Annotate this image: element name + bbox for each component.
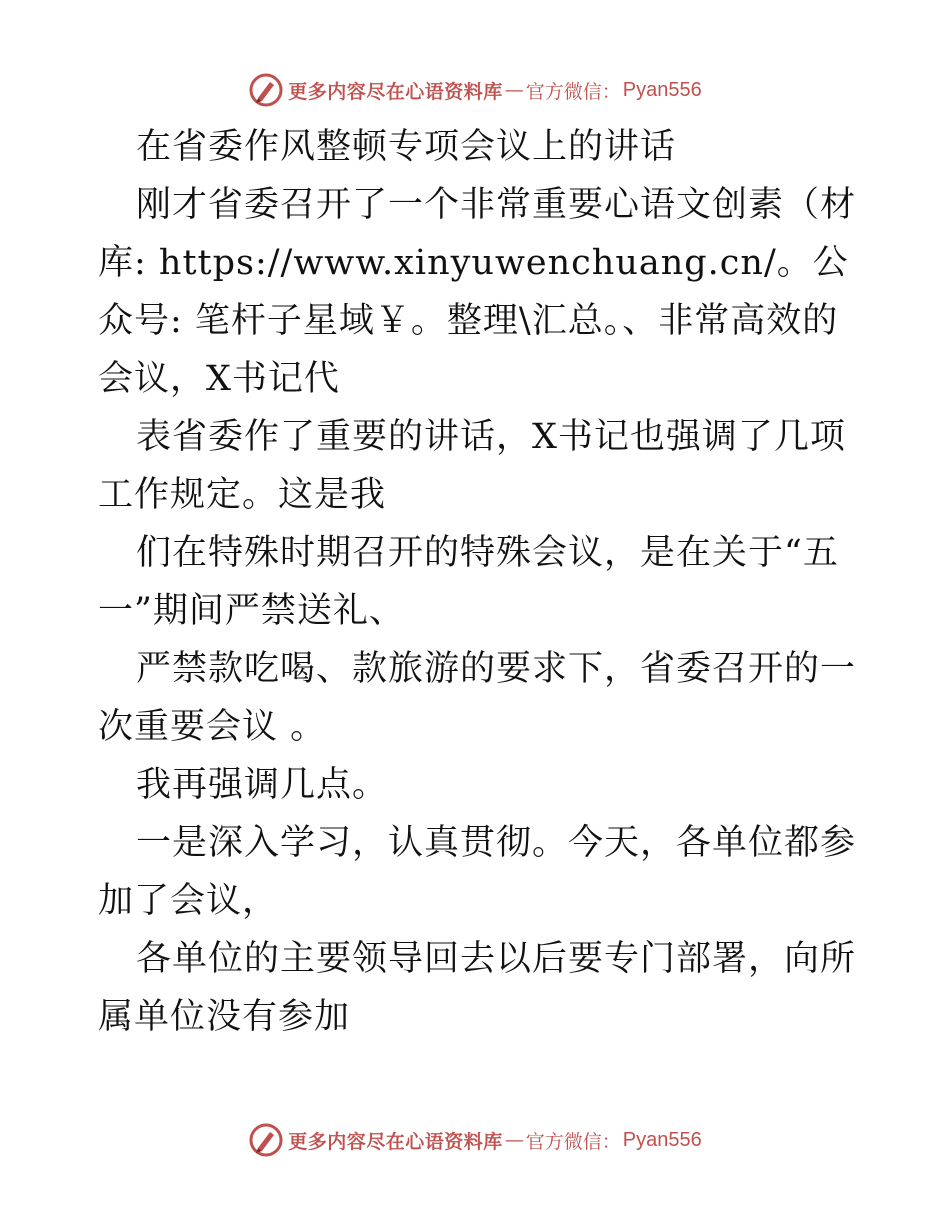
paragraph: 一是深入学习，认真贯彻。今天，各单位都参加了会议， (98, 823, 857, 921)
paragraph: 各单位的主要领导回去以后要专门部署，向所属单位没有参加 (98, 939, 857, 1037)
brand-text: 更多内容尽在心语资料库 (288, 1130, 503, 1153)
wechat-label: 官方微信： (525, 80, 621, 103)
pen-logo-icon (248, 72, 284, 108)
paragraph: 表省委作了重要的讲话，X书记也强调了几项工作规定。这是我 (98, 417, 846, 515)
pen-logo-icon (248, 1122, 284, 1158)
document-title: 在省委作风整顿专项会议上的讲话 (136, 127, 677, 167)
wechat-id: Pyan556 (622, 1128, 702, 1151)
footer-banner (0, 1120, 950, 1160)
wechat-id: Pyan556 (622, 78, 702, 101)
separator-dash: — (504, 1129, 524, 1151)
wechat-label: 官方微信： (525, 1130, 621, 1153)
paragraph: 刚才省委召开了一个非常重要心语文创素（材库: https://www.xinyuwenchuang.cn/。公众号: 笔杆子星域￥。整理\汇总。、非常高效的会议，X书记代 (98, 185, 857, 399)
paragraph: 们在特殊时期召开的特殊会议，是在关于“五一”期间严禁送礼、 (98, 533, 839, 631)
document-body (98, 118, 858, 1046)
header-banner (0, 70, 950, 110)
brand-text: 更多内容尽在心语资料库 (288, 80, 503, 103)
separator-dash: — (504, 79, 524, 101)
paragraph: 严禁款吃喝、款旅游的要求下，省委召开的一次重要会议 。 (98, 649, 857, 747)
paragraph: 我再强调几点。 (136, 765, 389, 805)
